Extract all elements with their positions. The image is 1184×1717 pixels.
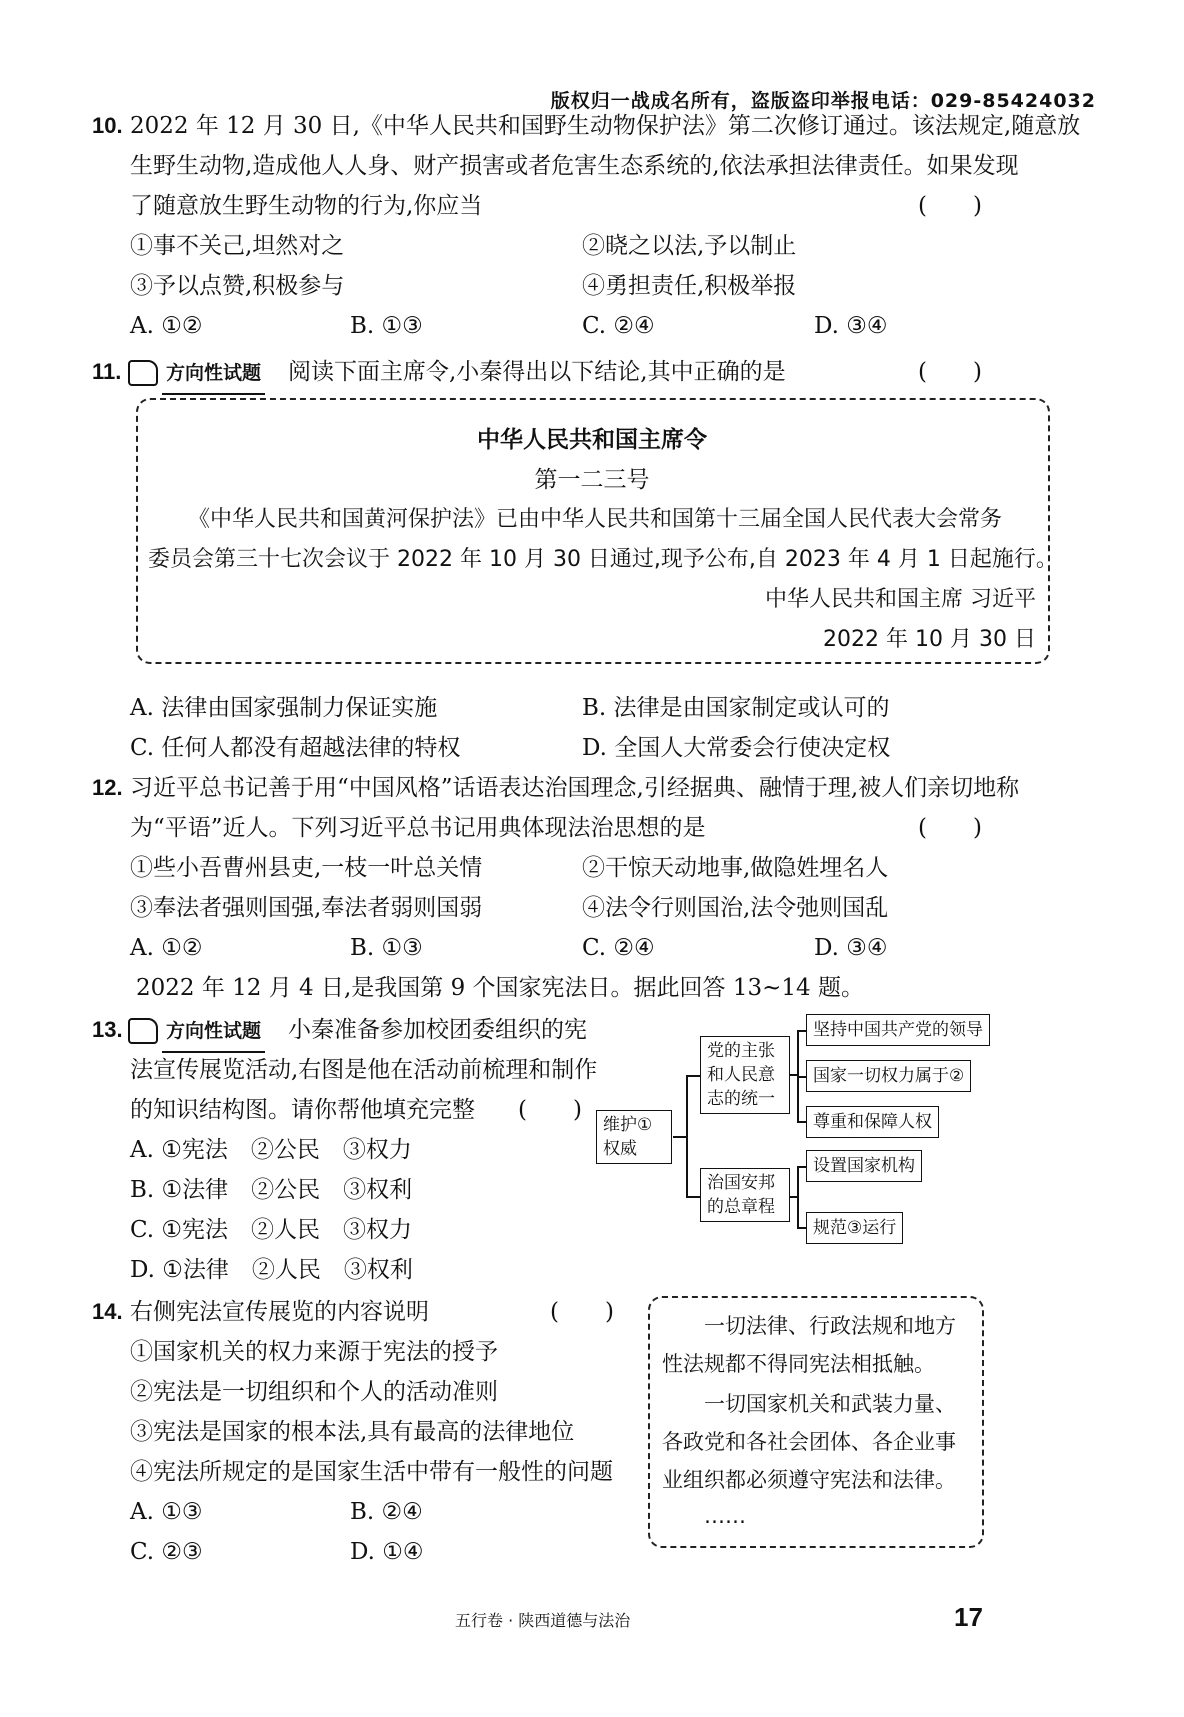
q13-tag	[128, 1010, 269, 1053]
q12-stem-line1: 习近平总书记善于用“中国风格”话语表达治国理念,引经据典、融情于理,被人们亲切地称	[130, 775, 1020, 801]
exhibit-line2: 性法规都不得同宪法相抵触。	[662, 1352, 935, 1376]
q11-tag	[128, 352, 269, 395]
q11-tag-label: 方向性试题	[162, 353, 265, 395]
q10-option-b: B. ①③	[350, 313, 423, 339]
q13-tag-label: 方向性试题	[162, 1011, 265, 1053]
q12-answer-paren: ( )	[918, 815, 982, 841]
q12-statement-4: ④法令行则国治,法令弛则国乱	[582, 895, 889, 921]
q11-stem: 阅读下面主席令,小秦得出以下结论,其中正确的是	[288, 359, 786, 385]
q13-stem-line1: 小秦准备参加校团委组织的宪	[288, 1017, 587, 1043]
q10-stem-line1: 2022 年 12 月 30 日,《中华人民共和国野生动物保护法》第二次修订通过。该法规定,随意放	[130, 113, 1081, 139]
q10-option-d: D. ③④	[814, 313, 888, 339]
q12-statement-3: ③奉法者强则国强,奉法者弱则国弱	[130, 895, 483, 921]
q10-answer-paren: ( )	[918, 193, 982, 219]
q10-stem-line3: 了随意放生野生动物的行为,你应当	[130, 193, 483, 219]
diagram-root: 维护① 权威	[596, 1110, 672, 1164]
decree-text-line2: 委员会第三十七次会议于 2022 年 10 月 30 日通过,现予公布,自 2023 年 4 月 1 日起施行。	[148, 547, 1058, 572]
q11-option-b: B. 法律是由国家制定或认可的	[582, 695, 890, 721]
decree-text-line1: 《中华人民共和国黄河保护法》已由中华人民共和国第十三届全国人民代表大会常务	[188, 507, 1003, 532]
q13-option-a: A. ①宪法 ②公民 ③权力	[130, 1137, 412, 1163]
q10-statement-2: ②晓之以法,予以制止	[582, 233, 797, 259]
copyright-header: 版权归一战成名所有，盗版盗印举报电话：029-85424032	[550, 90, 1096, 112]
q14-statement-3: ③宪法是国家的根本法,具有最高的法律地位	[130, 1419, 575, 1445]
q12-number: 12.	[92, 775, 123, 800]
exhibit-ellipsis: ……	[704, 1504, 746, 1528]
connector	[686, 1075, 688, 1197]
diagram-leaf-power-people: 国家一切权力属于②	[806, 1060, 971, 1092]
q11-answer-paren: ( )	[918, 359, 982, 385]
q14-option-c: C. ②③	[130, 1539, 203, 1565]
q14-statement-1: ①国家机关的权力来源于宪法的授予	[130, 1339, 498, 1365]
decree-title: 中华人民共和国主席令	[477, 427, 707, 453]
q10-number: 10.	[92, 113, 123, 138]
connector	[797, 1166, 799, 1228]
exhibit-line4: 各政党和各社会团体、各企业事	[662, 1430, 956, 1454]
q11-number: 11.	[92, 359, 122, 384]
q14-option-a: A. ①③	[130, 1499, 203, 1525]
diagram-leaf-human-rights: 尊重和保障人权	[806, 1106, 939, 1138]
q10-option-c: C. ②④	[582, 313, 655, 339]
diagram-node-general-charter: 治国安邦 的总章程	[700, 1168, 790, 1222]
q13-14-intro: 2022 年 12 月 4 日,是我国第 9 个国家宪法日。据此回答 13~14 题。	[136, 975, 864, 1001]
q10-option-a: A. ①②	[130, 313, 203, 339]
decree-signature: 中华人民共和国主席 习近平	[765, 587, 1036, 612]
q10-statement-3: ③予以点赞,积极参与	[130, 273, 345, 299]
connector	[673, 1136, 687, 1138]
footer-book-title: 五行卷 · 陕西道德与法治	[455, 1611, 631, 1630]
diagram-leaf-regulate-power: 规范③运行	[806, 1212, 903, 1244]
q11-option-c: C. 任何人都没有超越法律的特权	[130, 735, 461, 761]
q12-option-a: A. ①②	[130, 935, 203, 961]
q12-statement-1: ①些小吾曹州县吏,一枝一叶总关情	[130, 855, 483, 881]
diagram-leaf-state-organs: 设置国家机构	[806, 1150, 922, 1182]
q12-option-d: D. ③④	[814, 935, 888, 961]
q13-number: 13.	[92, 1017, 123, 1042]
q14-option-b: B. ②④	[350, 1499, 423, 1525]
q12-option-c: C. ②④	[582, 935, 655, 961]
exhibit-line1: 一切法律、行政法规和地方	[704, 1314, 956, 1338]
page-number: 17	[954, 1602, 983, 1632]
q14-answer-paren: ( )	[550, 1299, 614, 1325]
diagram-node-party-people: 党的主张 和人民意 志的统一	[700, 1036, 790, 1114]
q14-stem: 右侧宪法宣传展览的内容说明	[130, 1299, 429, 1325]
connector	[686, 1196, 700, 1198]
q13-answer-paren: ( )	[518, 1097, 582, 1123]
q12-option-b: B. ①③	[350, 935, 423, 961]
decree-date: 2022 年 10 月 30 日	[823, 627, 1036, 652]
q12-statement-2: ②干惊天动地事,做隐姓埋名人	[582, 855, 889, 881]
q11-option-a: A. 法律由国家强制力保证实施	[130, 695, 438, 721]
q13-option-c: C. ①宪法 ②人民 ③权力	[130, 1217, 413, 1243]
diagram-leaf-party-leadership: 坚持中国共产党的领导	[806, 1014, 990, 1046]
q14-number: 14.	[92, 1299, 123, 1324]
q14-statement-4: ④宪法所规定的是国家生活中带有一般性的问题	[130, 1459, 613, 1485]
thumbs-up-icon	[128, 1018, 158, 1044]
connector	[686, 1075, 700, 1077]
exhibit-line5: 业组织都必须遵守宪法和法律。	[662, 1468, 956, 1492]
q14-option-d: D. ①④	[350, 1539, 424, 1565]
exhibit-line3: 一切国家机关和武装力量、	[704, 1392, 956, 1416]
q13-stem-line2: 法宣传展览活动,右图是他在活动前梳理和制作	[130, 1057, 598, 1083]
q13-option-b: B. ①法律 ②公民 ③权利	[130, 1177, 413, 1203]
q11-option-d: D. 全国人大常委会行使决定权	[582, 735, 891, 761]
q12-stem-line2: 为“平语”近人。下列习近平总书记用典体现法治思想的是	[130, 815, 706, 841]
q13-stem-line3: 的知识结构图。请你帮他填充完整	[130, 1097, 475, 1123]
decree-number: 第一二三号	[534, 467, 650, 493]
q10-statement-1: ①事不关己,坦然对之	[130, 233, 345, 259]
q10-stem-line2: 生野生动物,造成他人人身、财产损害或者危害生态系统的,依法承担法律责任。如果发现	[130, 153, 1019, 179]
thumbs-up-icon	[128, 360, 158, 386]
q13-option-d: D. ①法律 ②人民 ③权利	[130, 1257, 413, 1283]
q10-statement-4: ④勇担责任,积极举报	[582, 273, 797, 299]
q14-statement-2: ②宪法是一切组织和个人的活动准则	[130, 1379, 498, 1405]
